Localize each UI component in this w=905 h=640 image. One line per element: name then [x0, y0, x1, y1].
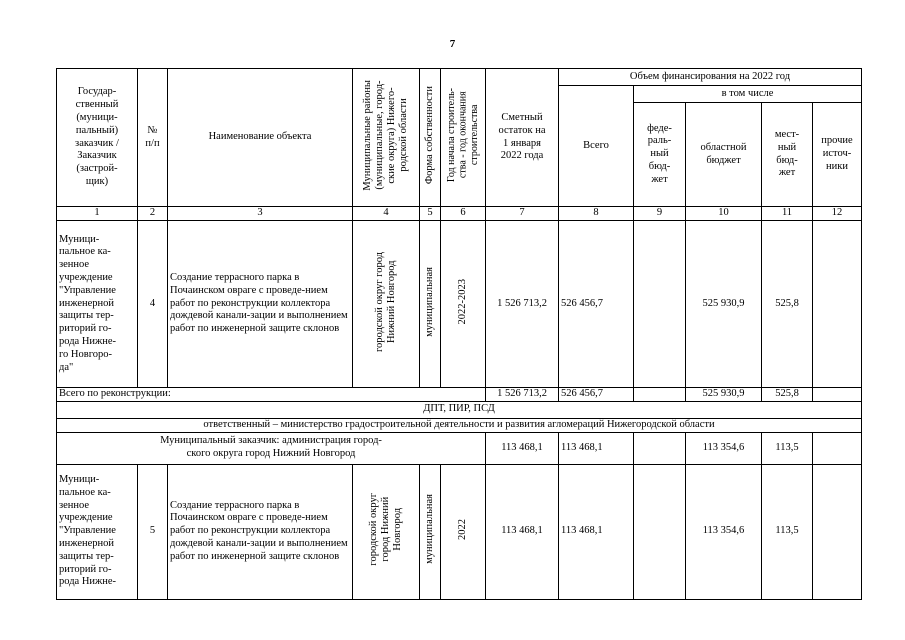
ownership-cell: муниципальная — [420, 221, 441, 388]
total-cell: 526 456,7 — [559, 221, 634, 388]
header-federal: феде- раль- ный бюд- жет — [634, 103, 686, 207]
subtotal-label: Всего по реконструкции: — [57, 388, 486, 402]
table-row — [57, 464, 862, 599]
header-funding: Объем финансирования на 2022 год — [559, 69, 862, 86]
municipal-customer-label: Муниципальный заказчик: администрация город- ского округа город Нижний Новгород — [57, 432, 486, 464]
column-number: 6 — [441, 207, 486, 221]
estimate-cell: 113 468,1 — [486, 464, 559, 599]
header-num: № п/п — [138, 69, 168, 207]
customer-cell: Муници- пальное ка- зенное учреждение "Управление инженерной защиты тер- риторий го- рода Нижне- го Новгоро- да" — [57, 221, 138, 388]
column-number: 1 — [57, 207, 138, 221]
district-cell: городской округ город Нижний Новгород — [353, 464, 420, 599]
estimate-cell: 1 526 713,2 — [486, 221, 559, 388]
column-number: 4 — [353, 207, 420, 221]
regional-cell: 525 930,9 — [686, 221, 762, 388]
table-row — [57, 221, 862, 388]
column-number-row — [57, 207, 862, 221]
row-number: 5 — [138, 464, 168, 599]
header-years: Год начала строитель- ства - год окончания строительства — [441, 69, 486, 207]
financing-table — [56, 68, 862, 600]
section-row — [57, 401, 862, 418]
header-other: прочие источ- ники — [813, 103, 862, 207]
subtotal-row — [57, 388, 862, 402]
column-number: 5 — [420, 207, 441, 221]
column-number: 2 — [138, 207, 168, 221]
column-number: 9 — [634, 207, 686, 221]
responsible-row — [57, 418, 862, 432]
customer-row — [57, 432, 862, 464]
row-number: 4 — [138, 221, 168, 388]
federal-cell — [634, 221, 686, 388]
other-cell — [813, 432, 862, 464]
ownership-cell: муниципальная — [420, 464, 441, 599]
total-cell: 113 468,1 — [559, 464, 634, 599]
column-number: 11 — [762, 207, 813, 221]
object-name-cell: Создание террасного парка в Почаинском овраге с проведе-нием работ по реконструкции коллектора дождевой канали-зации и выполнением работ по инженерной защите склонов — [168, 464, 353, 599]
responsible-text: ответственный – министерство градостроительной деятельности и развития агломераций Нижегородской области — [57, 418, 862, 432]
header-customer: Государ- ственный (муници- пальный) заказчик / Заказчик (застрой- щик) — [57, 69, 138, 207]
years-cell: 2022 — [441, 464, 486, 599]
object-name-cell: Создание террасного парка в Почаинском овраге с проведе-нием работ по реконструкции коллектора дождевой канали-зации и выполнением работ по инженерной защите склонов — [168, 221, 353, 388]
header-districts: Муниципальные районы (муниципальные, город- ские округа) Нижего- родской области — [353, 69, 420, 207]
total-cell: 113 468,1 — [559, 432, 634, 464]
estimate-cell: 113 468,1 — [486, 432, 559, 464]
header-including: в том числе — [634, 86, 862, 103]
federal-cell — [634, 432, 686, 464]
page-number: 7 — [449, 38, 456, 50]
header-local: мест- ный бюд- жет — [762, 103, 813, 207]
column-number: 12 — [813, 207, 862, 221]
other-cell — [813, 464, 862, 599]
local-cell: 113,5 — [762, 432, 813, 464]
federal-cell — [634, 464, 686, 599]
estimate-cell: 1 526 713,2 — [486, 388, 559, 402]
section-title: ДПТ, ПИР, ПСД — [57, 401, 862, 418]
regional-cell: 113 354,6 — [686, 432, 762, 464]
regional-cell: 113 354,6 — [686, 464, 762, 599]
header-regional: областной бюджет — [686, 103, 762, 207]
district-cell: городской округ город Нижний Новгород — [353, 221, 420, 388]
header-row — [57, 69, 862, 86]
local-cell: 113,5 — [762, 464, 813, 599]
regional-cell: 525 930,9 — [686, 388, 762, 402]
column-number: 3 — [168, 207, 353, 221]
header-object-name: Наименование объекта — [168, 69, 353, 207]
local-cell: 525,8 — [762, 221, 813, 388]
other-cell — [813, 221, 862, 388]
local-cell: 525,8 — [762, 388, 813, 402]
other-cell — [813, 388, 862, 402]
total-cell: 526 456,7 — [559, 388, 634, 402]
header-total: Всего — [559, 86, 634, 207]
customer-cell: Муници- пальное ка- зенное учреждение "Управление инженерной защиты тер- риторий го- рода Нижне- — [57, 464, 138, 599]
column-number: 7 — [486, 207, 559, 221]
header-ownership: Форма собственности — [420, 69, 441, 207]
header-estimate: Сметный остаток на 1 января 2022 года — [486, 69, 559, 207]
federal-cell — [634, 388, 686, 402]
years-cell: 2022-2023 — [441, 221, 486, 388]
column-number: 10 — [686, 207, 762, 221]
column-number: 8 — [559, 207, 634, 221]
